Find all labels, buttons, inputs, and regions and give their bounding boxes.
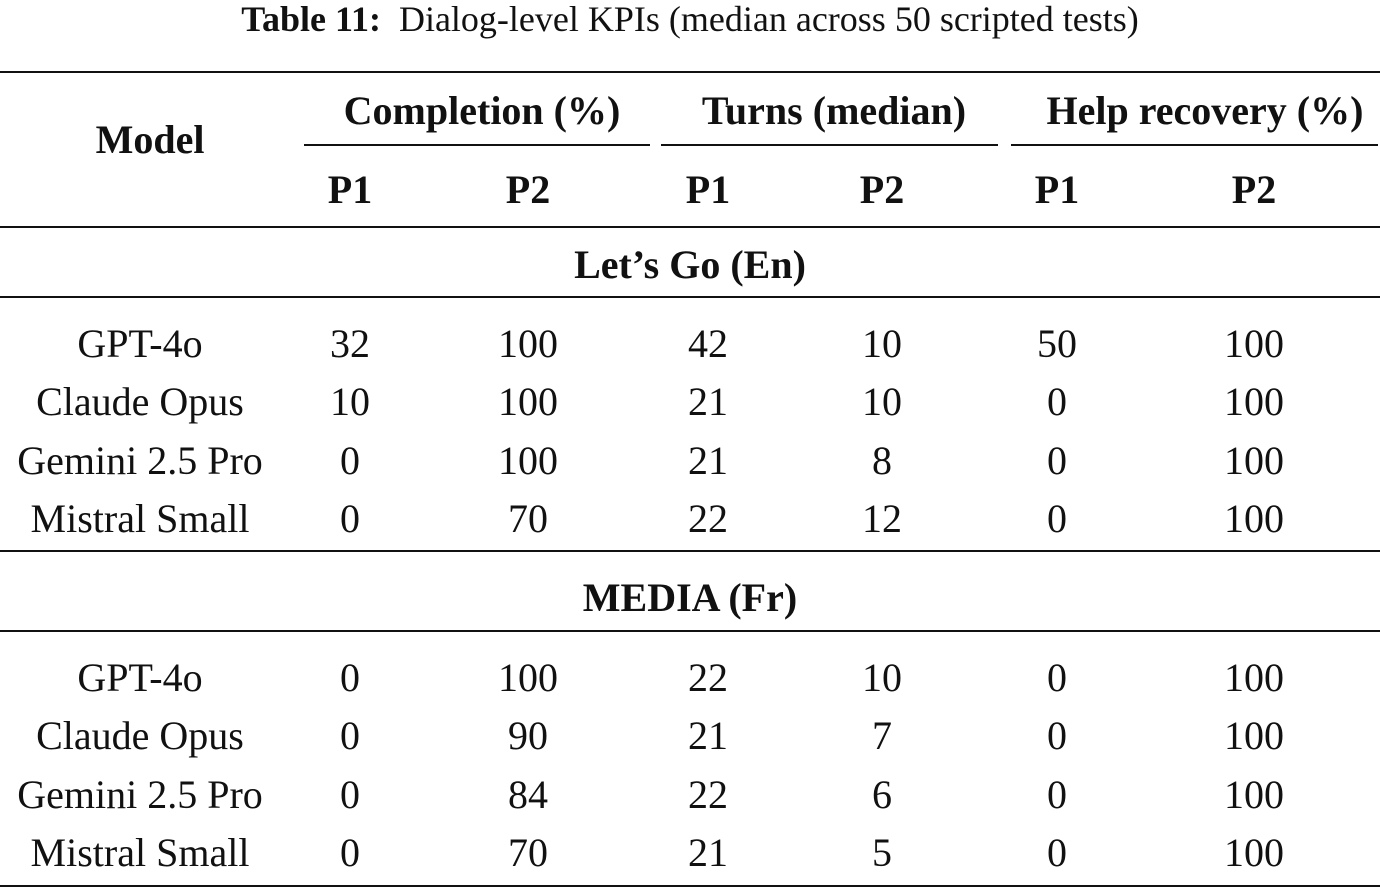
header-group: Completion (%): [343, 88, 621, 133]
group-rule: [304, 144, 650, 146]
group-rule: [1011, 144, 1378, 146]
table-cell: 0: [340, 495, 360, 541]
row-model-name: Claude Opus: [36, 379, 244, 425]
row-model-name: Gemini 2.5 Pro: [17, 771, 263, 817]
header-group: Turns (median): [701, 88, 967, 133]
header-rule: [0, 226, 1380, 228]
table-cell: 0: [1047, 379, 1067, 425]
table-cell: 100: [498, 379, 558, 425]
table-cell: 0: [340, 829, 360, 875]
table-cell: 100: [1224, 713, 1284, 759]
table-cell: 0: [1047, 437, 1067, 483]
table-cell: 0: [1047, 655, 1067, 700]
table-cell: 100: [498, 321, 558, 366]
section-rule: [0, 296, 1380, 298]
table-cell: 84: [508, 771, 548, 817]
table-cell: 21: [688, 829, 728, 875]
section-end-rule: [0, 550, 1380, 552]
header-model: Model: [95, 117, 205, 162]
header-subcolumn: P2: [859, 167, 905, 212]
table-cell: 100: [1224, 829, 1284, 875]
table-cell: 6: [872, 771, 892, 817]
table-cell: 8: [872, 437, 892, 483]
row-model-name: GPT-4o: [77, 655, 203, 700]
table-cell: 0: [340, 655, 360, 700]
row-model-name: Gemini 2.5 Pro: [17, 437, 263, 483]
table-cell: 5: [872, 829, 892, 875]
table-cell: 0: [340, 713, 360, 759]
table-cell: 22: [688, 495, 728, 541]
table-cell: 0: [1047, 495, 1067, 541]
table-cell: 100: [1224, 437, 1284, 483]
table-cell: 10: [330, 379, 370, 425]
section-rule: [0, 630, 1380, 632]
table-cell: 100: [1224, 655, 1284, 700]
table-cell: 100: [1224, 771, 1284, 817]
table-cell: 100: [1224, 495, 1284, 541]
table-cell: 90: [508, 713, 548, 759]
row-model-name: Mistral Small: [30, 829, 250, 875]
top-rule: [0, 71, 1380, 73]
group-rule: [661, 144, 998, 146]
table-cell: 10: [862, 379, 902, 425]
table-cell: 0: [1047, 829, 1067, 875]
caption-text: Dialog-level KPIs (median across 50 scripted tests): [398, 0, 1139, 39]
table-cell: 12: [862, 495, 902, 541]
table-cell: 0: [1047, 771, 1067, 817]
table-cell: 0: [340, 771, 360, 817]
header-group: Help recovery (%): [1046, 88, 1364, 133]
header-subcolumn: P1: [1034, 167, 1080, 212]
section-title: MEDIA (Fr): [582, 575, 798, 620]
table-cell: 50: [1037, 321, 1077, 366]
table-cell: 32: [330, 321, 370, 366]
table-cell: 21: [688, 437, 728, 483]
bottom-rule: [0, 885, 1380, 887]
row-model-name: Claude Opus: [36, 713, 244, 759]
table-cell: 22: [688, 655, 728, 700]
row-model-name: GPT-4o: [77, 321, 203, 366]
table-cell: 22: [688, 771, 728, 817]
table-cell: 100: [498, 655, 558, 700]
header-subcolumn: P2: [1231, 167, 1277, 212]
header-subcolumn: P1: [685, 167, 731, 212]
table-cell: 7: [872, 713, 892, 759]
table-cell: 100: [1224, 379, 1284, 425]
table-cell: 70: [508, 495, 548, 541]
table-cell: 10: [862, 655, 902, 700]
table-cell: 0: [340, 437, 360, 483]
section-title: Let’s Go (En): [574, 242, 806, 287]
row-model-name: Mistral Small: [30, 495, 250, 541]
table-cell: 100: [498, 437, 558, 483]
table-cell: 0: [1047, 713, 1067, 759]
table-cell: 100: [1224, 321, 1284, 366]
table-cell: 21: [688, 379, 728, 425]
table-caption: [0, 0, 1380, 38]
table-cell: 70: [508, 829, 548, 875]
caption-label: Table 11:: [241, 0, 381, 39]
header-subcolumn: P1: [327, 167, 373, 212]
table-cell: 10: [862, 321, 902, 366]
table-cell: 42: [688, 321, 728, 366]
header-subcolumn: P2: [505, 167, 551, 212]
table-cell: 21: [688, 713, 728, 759]
